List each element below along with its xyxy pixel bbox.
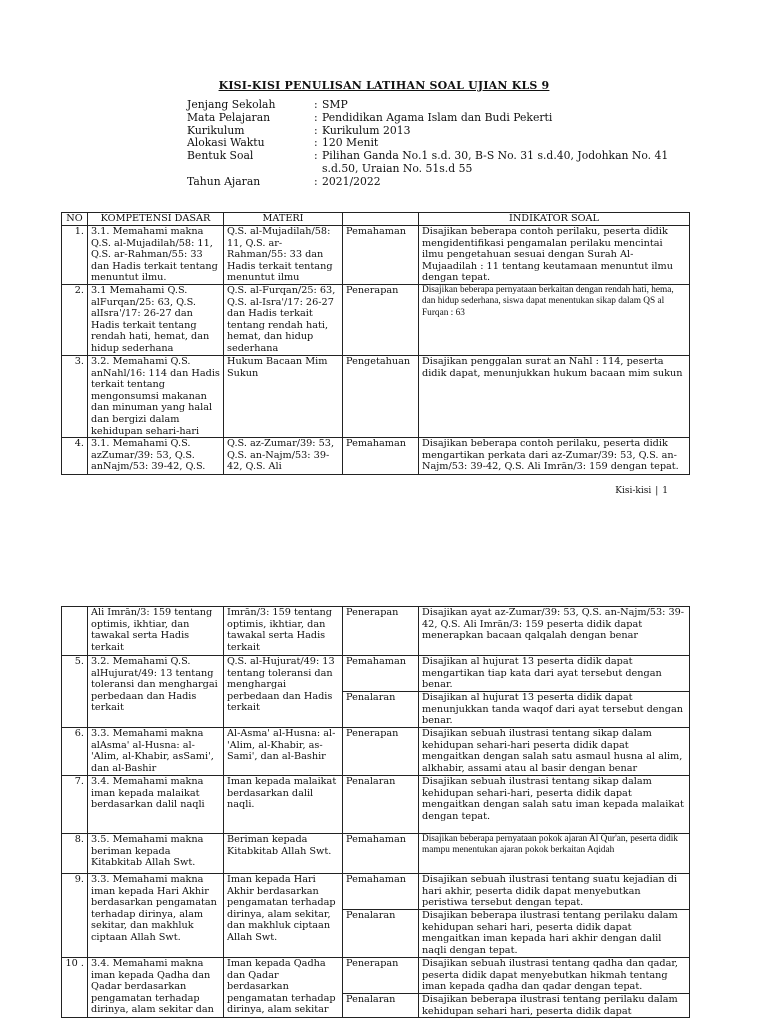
cell-kompetensi-dasar: 3.1 Memahami Q.S. alFurqan/25: 63, Q.S. alIsra'/17: 26-27 dan Hadis terkait tentang rendah hati, hemat, dan hidup sederhana [88, 284, 224, 355]
info-separator: : [314, 110, 318, 124]
info-row-bentuk-soal [187, 150, 682, 176]
cell-materi: Q.S. al-Furqan/25: 63, Q.S. al-Isra'/17: 26-27 dan Hadis terkait tentang rendah hati, hemat, dan hidup sederhana [224, 284, 343, 355]
cell-kompetensi-dasar: 3.1. Memahami makna Q.S. al-Mujadilah/58: 11, Q.S. ar-Rahman/55: 33 dan Hadis terkait tentang menuntut ilmu. [88, 226, 224, 285]
cell-no: 9. [62, 874, 88, 958]
info-value: Pendidikan Agama Islam dan Budi Pekerti [322, 110, 553, 124]
cell-indikator: Disajikan beberapa ilustrasi tentang perilaku dalam kehidupan sehari hari, peserta didik dapat mengaitkan iman kepada hari akhir dengan dalil naqli dengan tepat. [419, 910, 690, 958]
header-materi: MATERI [224, 213, 343, 226]
table-row [62, 656, 690, 692]
cell-indikator: Disajikan beberapa contoh perilaku, peserta didik mengartikan perkata dari az-Zumar/39: 53, Q.S. an-Najm/53: 39-42, Q.S. Ali Imrān/3: 159 dengan tepat. [419, 438, 690, 475]
cell-level: Pemahaman [343, 874, 419, 910]
cell-no: 8. [62, 834, 88, 874]
info-separator: : [314, 149, 318, 163]
cell-kompetensi-dasar: 3.3. Memahami makna alAsma' al-Husna: al- 'Alim, al-Khabir, asSami', dan al-Bashir [88, 728, 224, 776]
cell-indikator: Disajikan beberapa contoh perilaku, peserta didik mengidentifikasi pengamalan perilaku mencintai ilmu pengetahuan sesuai dengan Surah Al-Mujaadilah : 11 tentang keutamaan menuntut ilmu dengan tepat. [419, 226, 690, 285]
table-row [62, 874, 690, 910]
cell-materi: Q.S. al-Mujadilah/58: 11, Q.S. ar-Rahman/55: 33 dan Hadis terkait tentang menuntut ilmu [224, 226, 343, 285]
cell-level: Penerapan [343, 728, 419, 776]
cell-materi: Imrān/3: 159 tentang optimis, ikhtiar, dan tawakal serta Hadis terkait [224, 607, 343, 656]
info-label: Tahun Ajaran [187, 174, 261, 188]
cell-no: 5. [62, 656, 88, 728]
info-label: Bentuk Soal [187, 149, 254, 163]
cell-no [62, 607, 88, 656]
info-row-jenjang [187, 99, 682, 112]
cell-indikator: Disajikan sebuah ilustrasi tentang sikap dalam kehidupan sehari-hari, peserta didik dapat mengaitkan dengan salah satu iman kepada malaikat dengan tepat. [419, 776, 690, 834]
cell-indikator: Disajikan al hujurat 13 peserta didik dapat mengartikan tiap kata dari ayat tersebut dengan benar. [419, 656, 690, 692]
page-gap [0, 540, 768, 560]
cell-no: 6. [62, 728, 88, 776]
table-row [62, 776, 690, 834]
cell-level: Penalaran [343, 776, 419, 834]
table-row [62, 226, 690, 285]
table-row [62, 958, 690, 994]
cell-materi: Iman kepada malaikat berdasarkan dalil naqli. [224, 776, 343, 834]
cell-no: 1. [62, 226, 88, 285]
cell-kompetensi-dasar: 3.2. Memahami Q.S. alHujurat/49: 13 tentang toleransi dan menghargai perbedaan dan Hadis terkait [88, 656, 224, 728]
info-label: Alokasi Waktu [187, 136, 265, 150]
header-no: NO [62, 213, 88, 226]
cell-kompetensi-dasar: 3.5. Memahami makna beriman kepada Kitabkitab Allah Swt. [88, 834, 224, 874]
cell-kompetensi-dasar: 3.4. Memahami makna iman kepada Qadha dan Qadar berdasarkan pengamatan terhadap dirinya, alam sekitar dan [88, 958, 224, 1018]
cell-materi: Iman kepada Hari Akhir berdasarkan pengamatan terhadap dirinya, alam sekitar, dan makhluk ciptaan Allah Swt. [224, 874, 343, 958]
cell-level: Penerapan [343, 607, 419, 656]
table-row [62, 284, 690, 355]
cell-no: 4. [62, 438, 88, 475]
info-value: 120 Menit [322, 136, 379, 150]
cell-kompetensi-dasar: Ali Imrān/3: 159 tentang optimis, ikhtiar, dan tawakal serta Hadis terkait [88, 607, 224, 656]
kisi-table-page-1 [61, 212, 690, 475]
footer-page-number: 1 [662, 486, 668, 496]
table-row [62, 438, 690, 475]
cell-no: 3. [62, 355, 88, 437]
cell-level: Penalaran [343, 692, 419, 728]
cell-level: Pengetahuan [343, 355, 419, 437]
table-header-row [62, 213, 690, 226]
table-row [62, 607, 690, 656]
header-level [343, 213, 419, 226]
cell-indikator: Disajikan sebuah ilustrasi tentang sikap dalam kehidupan sehari-hari peserta didik dapat mengaitkan dengan salah satu asmaul husna al alim, alkhabir, assami atau al basir dengan benar [419, 728, 690, 776]
cell-materi: Beriman kepada Kitabkitab Allah Swt. [224, 834, 343, 874]
cell-level: Penerapan [343, 958, 419, 994]
info-label: Kurikulum [187, 123, 245, 137]
cell-level: Penalaran [343, 994, 419, 1018]
info-separator: : [314, 174, 318, 188]
cell-no: 7. [62, 776, 88, 834]
cell-kompetensi-dasar: 3.4. Memahami makna iman kepada malaikat berdasarkan dalil naqli [88, 776, 224, 834]
footer-separator: | [655, 486, 659, 496]
info-row-tahun [187, 176, 682, 189]
info-row-mapel [187, 112, 682, 125]
info-value: Kurikulum 2013 [322, 123, 411, 137]
info-separator: : [314, 136, 318, 150]
info-label: Jenjang Sekolah [187, 98, 276, 111]
cell-no: 10 . [62, 958, 88, 1018]
cell-level: Pemahaman [343, 226, 419, 285]
table-row [62, 834, 690, 874]
footer-label: Kisi-kisi [615, 486, 652, 496]
cell-level: Pemahaman [343, 834, 419, 874]
info-separator: : [314, 123, 318, 137]
document-title: KISI-KISI PENULISAN LATIHAN SOAL UJIAN KLS 9 [218, 79, 550, 92]
info-value: 2021/2022 [322, 174, 381, 188]
cell-level: Pemahaman [343, 656, 419, 692]
cell-indikator: Disajikan penggalan surat an Nahl : 114, peserta didik dapat, menunjukkan hukum bacaan mim sukun [419, 355, 690, 437]
cell-indikator: Disajikan beberapa ilustrasi tentang perilaku dalam kehidupan sehari hari, peserta didik dapat [419, 994, 690, 1018]
cell-kompetensi-dasar: 3.1. Memahami Q.S. azZumar/39: 53, Q.S. anNajm/53: 39-42, Q.S. [88, 438, 224, 475]
cell-materi: Al-Asma' al-Husna: al- 'Alim, al-Khabir, as-Sami', dan al-Bashir [224, 728, 343, 776]
cell-materi: Iman kepada Qadha dan Qadar berdasarkan pengamatan terhadap dirinya, alam sekitar [224, 958, 343, 1018]
header-kompetensi-dasar: KOMPETENSI DASAR [88, 213, 224, 226]
info-value: SMP [322, 98, 348, 111]
header-indikator-soal: INDIKATOR SOAL [419, 213, 690, 226]
cell-level: Penalaran [343, 910, 419, 958]
info-label: Mata Pelajaran [187, 110, 271, 124]
cell-indikator: Disajikan beberapa pernyataan berkaitan dengan rendah hati, hema, dan hidup sederhana, siswa dapat menentukan sikap dalam QS al Furqan : 63 [419, 284, 690, 355]
cell-kompetensi-dasar: 3.2. Memahami Q.S. anNahl/16: 114 dan Hadis terkait tentang mengonsumsi makanan dan minuman yang halal dan bergizi dalam kehidupan sehari-hari [88, 355, 224, 437]
kisi-table-page-2 [61, 606, 690, 1018]
cell-indikator: Disajikan al hujurat 13 peserta didik dapat menunjukkan tanda waqof dari ayat tersebut dengan benar. [419, 692, 690, 728]
info-separator: : [314, 98, 318, 111]
cell-materi: Q.S. az-Zumar/39: 53, Q.S. an-Najm/53: 39-42, Q.S. Ali [224, 438, 343, 475]
cell-indikator: Disajikan sebuah ilustrasi tentang suatu kejadian di hari akhir, peserta didik dapat menyebutkan peristiwa tersebut dengan tepat. [419, 874, 690, 910]
cell-no: 2. [62, 284, 88, 355]
cell-materi: Q.S. al-Hujurat/49: 13 tentang toleransi dan menghargai perbedaan dan Hadis terkait [224, 656, 343, 728]
info-block [187, 99, 682, 189]
table-row [62, 355, 690, 437]
cell-level: Penerapan [343, 284, 419, 355]
cell-materi: Hukum Bacaan Mim Sukun [224, 355, 343, 437]
cell-indikator: Disajikan sebuah ilustrasi tentang qadha dan qadar, peserta didik dapat menyebutkan hikmah tentang iman kepada qadha dan qadar dengan tepat. [419, 958, 690, 994]
table-row [62, 728, 690, 776]
cell-level: Pemahaman [343, 438, 419, 475]
cell-kompetensi-dasar: 3.3. Memahami makna iman kepada Hari Akhir berdasarkan pengamatan terhadap dirinya, alam sekitar, dan makhluk ciptaan Allah Swt. [88, 874, 224, 958]
cell-indikator: Disajikan ayat az-Zumar/39: 53, Q.S. an-Najm/53: 39-42, Q.S. Ali Imrān/3: 159 peserta didik dapat menerapkan bacaan qalqalah dengan benar [419, 607, 690, 656]
page-footer [615, 486, 668, 496]
info-value: Pilihan Ganda No.1 s.d. 30, B-S No. 31 s.d.40, Jodohkan No. 41 s.d.50, Uraian No. 51s.d 55 [322, 149, 669, 175]
cell-indikator: Disajikan beberapa pernyataan pokok ajaran Al Qur'an, peserta didik mampu menentukan ajaran pokok berkaitan Aqidah [419, 834, 690, 874]
